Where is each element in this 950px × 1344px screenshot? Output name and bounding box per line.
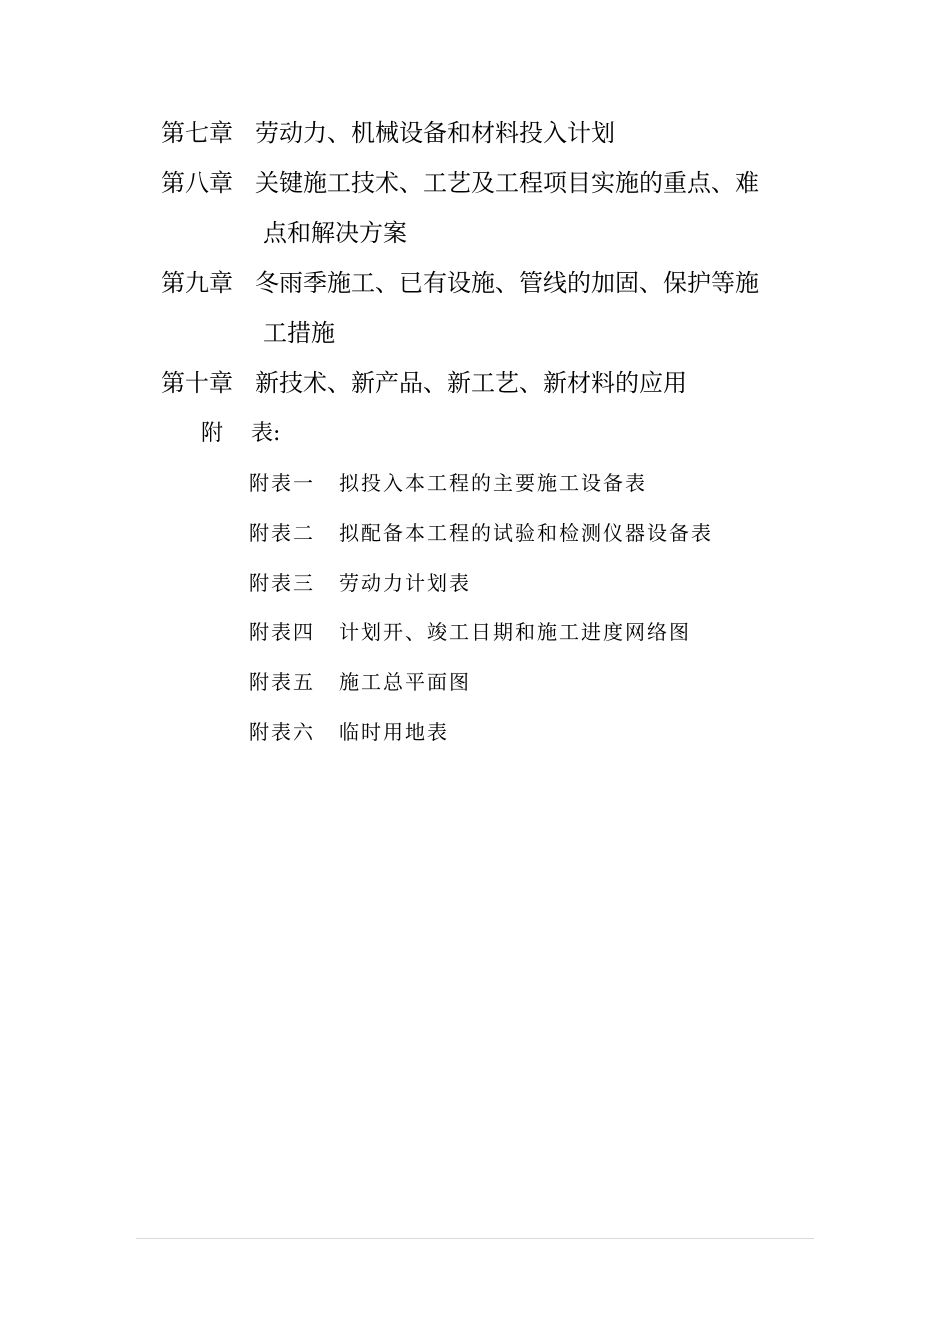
appendix-label: 附表三 [249,571,315,595]
appendix-text: 拟投入本工程的主要施工设备表 [339,471,647,495]
chapter-number: 第八章 [161,169,233,197]
appendix-heading [201,414,280,454]
appendix-text: 拟配备本工程的试验和检测仪器设备表 [339,521,713,545]
chapter-title: 冬雨季施工、已有设施、管线的加固、保护等施 [255,269,759,297]
appendix-item-4 [249,612,691,652]
chapter-number: 第十章 [161,369,233,397]
appendix-label: 附表五 [249,670,315,694]
appendix-item-3 [249,563,471,603]
appendix-label: 附表四 [249,620,315,644]
appendix-text: 计划开、竣工日期和施工进度网络图 [339,620,691,644]
chapter-7 [161,108,821,158]
appendix-heading-b: 表: [251,421,281,446]
chapter-title-continued: 工措施 [263,319,335,347]
appendix-item-1 [249,463,647,503]
appendix-heading-a: 附 [201,421,224,446]
appendix-label: 附表二 [249,521,315,545]
chapter-title: 关键施工技术、工艺及工程项目实施的重点、难 [255,169,759,197]
chapter-8 [161,158,821,247]
chapter-title-continued: 点和解决方案 [263,219,407,247]
appendix-item-2 [249,513,713,553]
chapter-title: 劳动力、机械设备和材料投入计划 [255,119,615,147]
appendix-label: 附表六 [249,720,315,744]
appendix-item-6 [249,712,449,752]
chapter-title: 新技术、新产品、新工艺、新材料的应用 [255,369,687,397]
chapter-number: 第九章 [161,269,233,297]
footer-divider [136,1238,814,1239]
appendix-text: 临时用地表 [339,720,449,744]
appendix-item-5 [249,662,471,702]
appendix-label: 附表一 [249,471,315,495]
chapter-10 [161,358,821,408]
chapter-number: 第七章 [161,119,233,147]
chapter-9 [161,258,821,347]
appendix-text: 施工总平面图 [339,670,471,694]
appendix-text: 劳动力计划表 [339,571,471,595]
